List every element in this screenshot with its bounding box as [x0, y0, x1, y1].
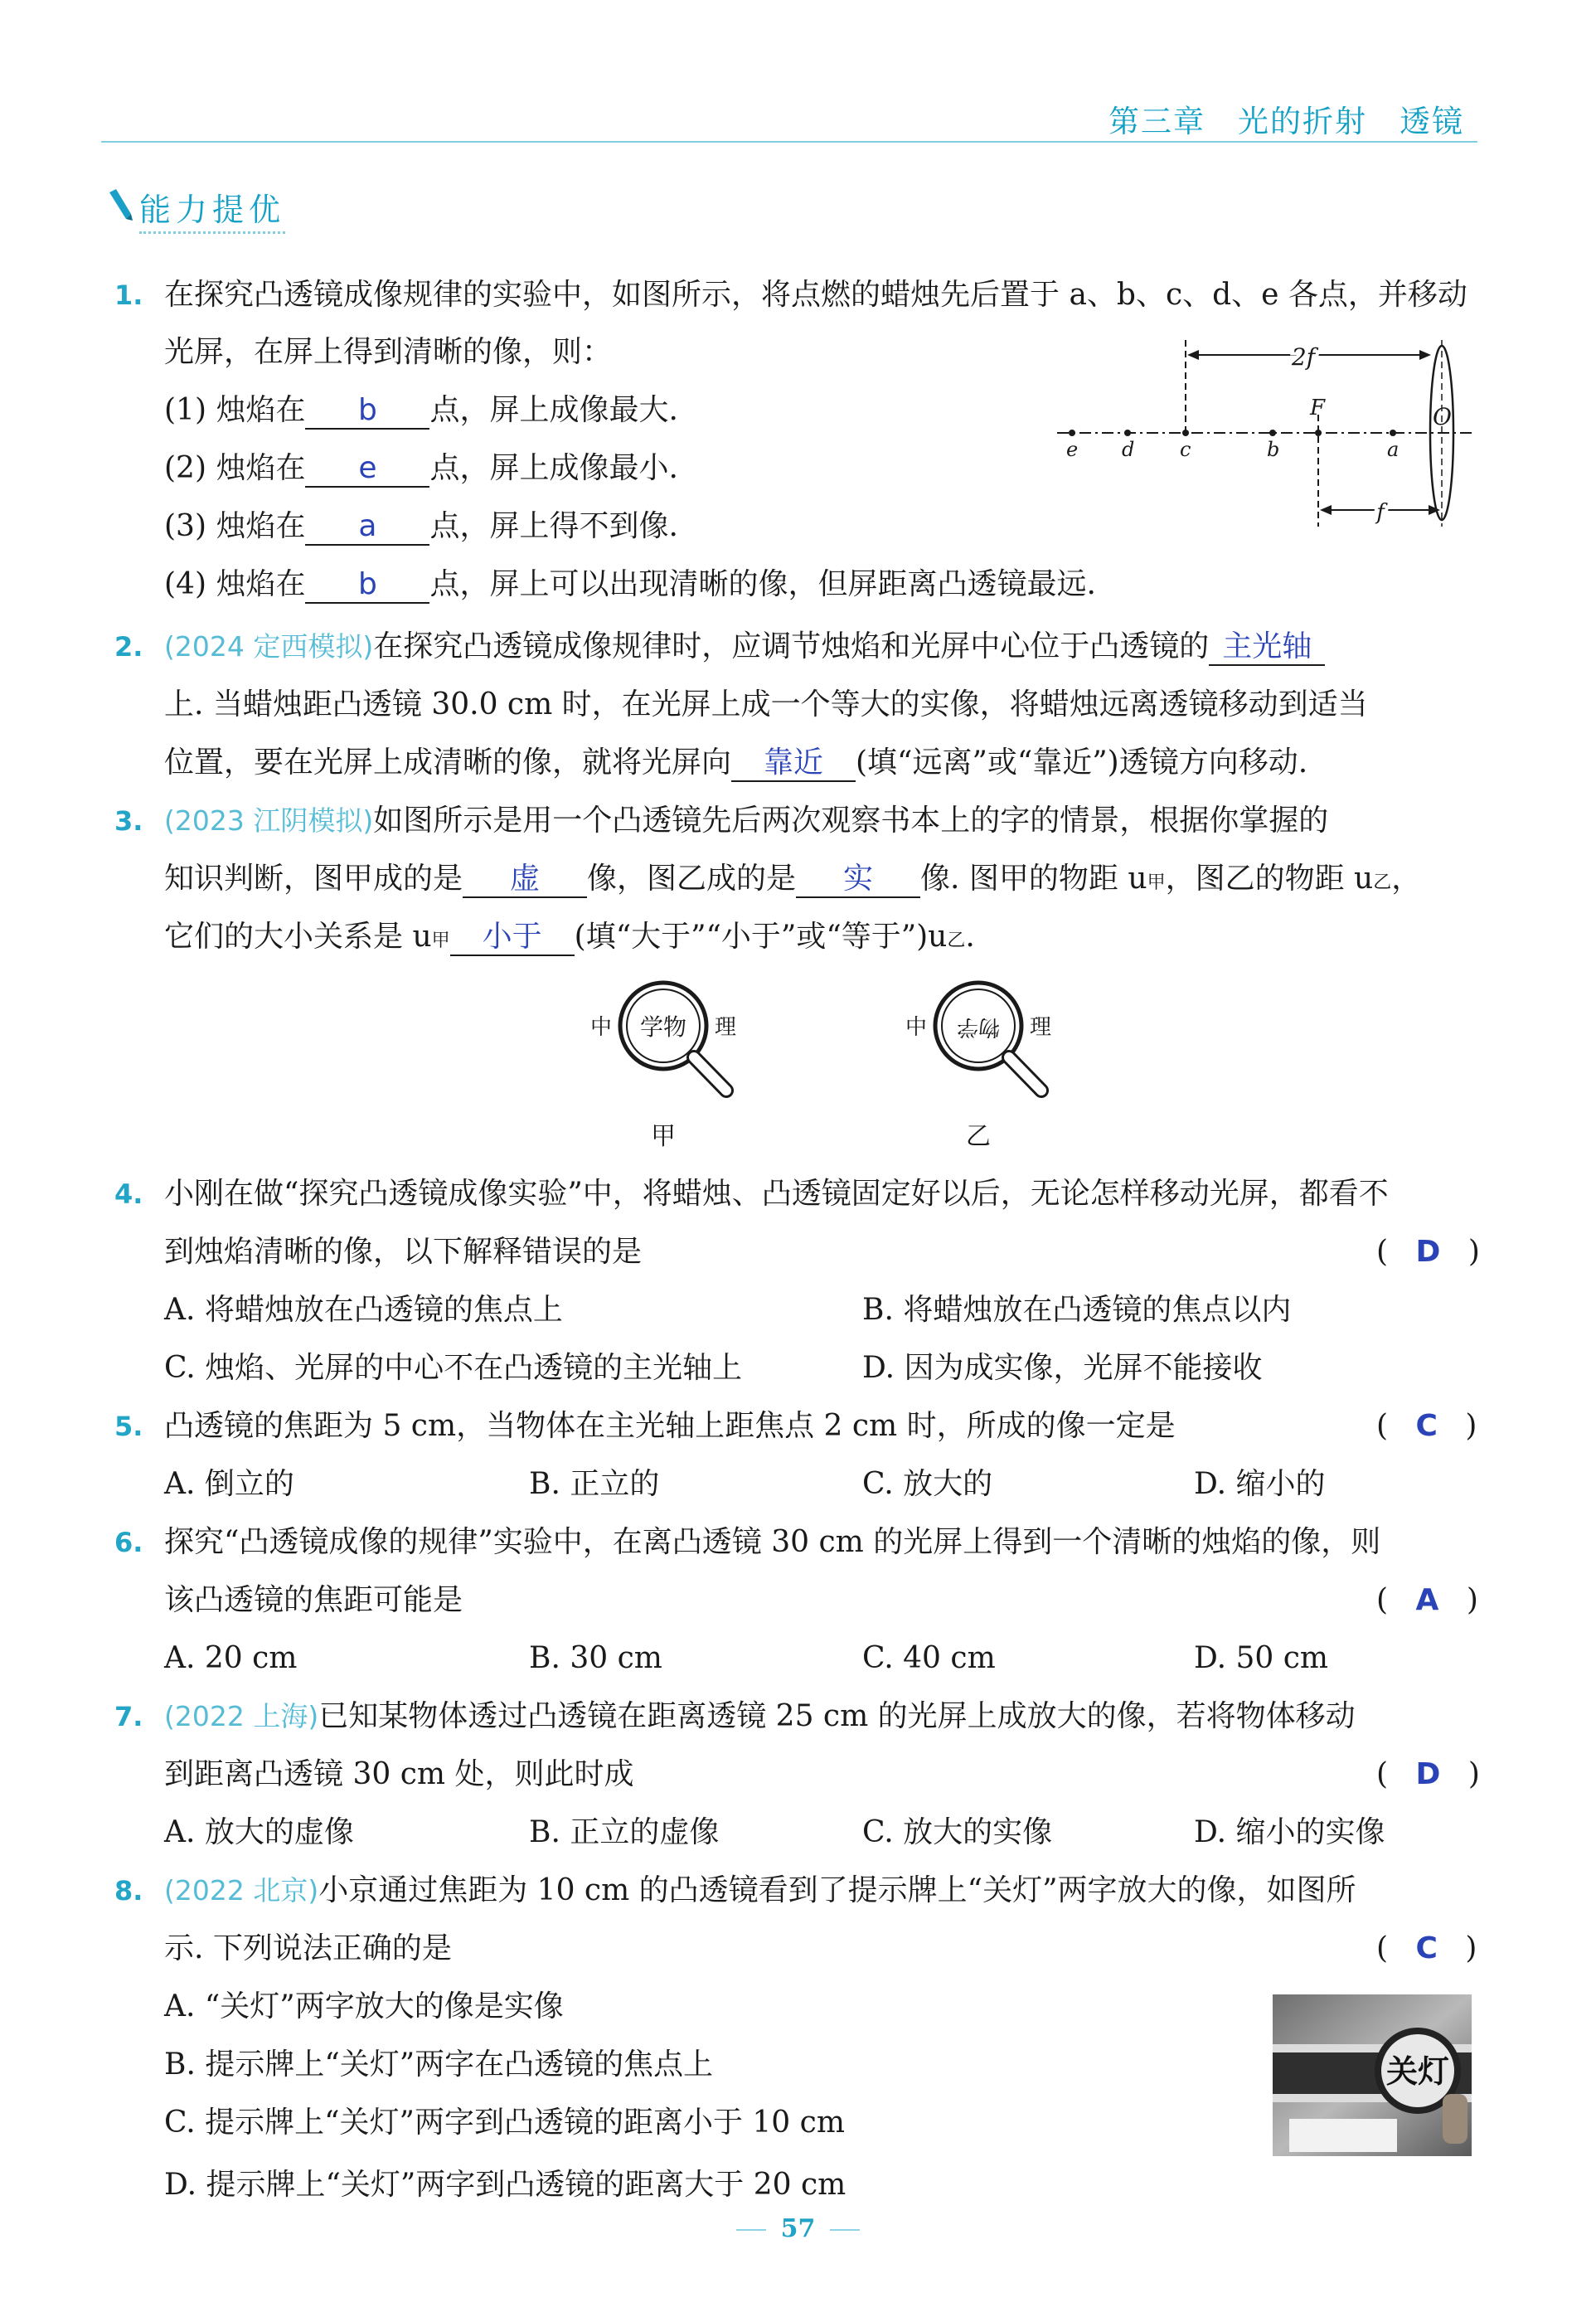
q8-number: 8.	[114, 1875, 143, 1907]
q4-answer[interactable]: D	[1415, 1235, 1441, 1269]
footer-dash-right	[830, 2229, 860, 2231]
q5-answer[interactable]: C	[1415, 1409, 1438, 1443]
pencil-icon	[106, 187, 134, 221]
q6-number: 6.	[114, 1527, 143, 1558]
q1-text-line2: 光屏，在屏上得到清晰的像，则：	[164, 335, 613, 369]
q1-item-3: (3) 烛焰在 a 点，屏上得不到像.	[164, 506, 678, 547]
jia-left-char: 中	[590, 1015, 613, 1040]
q4-option-b: B. 将蜡烛放在凸透镜的焦点以内	[862, 1293, 1292, 1327]
q6-option-a: A. 20 cm	[164, 1641, 298, 1675]
q2-line3: 位置，要在光屏上成清晰的像，就将光屏向 靠近 (填“远离”或“靠近”)透镜方向移动.	[164, 742, 1307, 784]
two-f-label: 2f	[1291, 343, 1316, 371]
magnifier-figure-jia	[580, 966, 746, 1099]
q4-answer-paren: ( D )	[1376, 1235, 1480, 1269]
f-label: f	[1376, 500, 1385, 525]
q4-number: 4.	[114, 1178, 143, 1210]
q8-answer-paren: ( C )	[1376, 1931, 1477, 1965]
q6-answer[interactable]: A	[1415, 1583, 1439, 1617]
q3-answer-2[interactable]: 实	[796, 862, 920, 898]
q1-text-line1: 在探究凸透镜成像规律的实验中，如图所示，将点燃的蜡烛先后置于 a、b、c、d、e 各点，并移动	[164, 278, 1467, 312]
q5-option-b: B. 正立的	[529, 1467, 660, 1501]
q8-option-a: A. “关灯”两字放大的像是实像	[164, 1989, 564, 2023]
q2-line2: 上. 当蜡烛距凸透镜 30.0 cm 时，在光屏上成一个等大的实像，将蜡烛远离透镜移动到适当	[164, 687, 1368, 721]
q1-item-4: (4) 烛焰在 b 点，屏上可以出现清晰的像，但屏距离凸透镜最远.	[164, 564, 1096, 605]
q3-answer-1[interactable]: 虚	[463, 862, 587, 898]
q2-answer-1[interactable]: 主光轴	[1209, 629, 1325, 666]
point-c	[1182, 430, 1189, 436]
q8-option-d: D. 提示牌上“关灯”两字到凸透镜的距离大于 20 cm	[164, 2168, 847, 2202]
q5-option-c: C. 放大的	[862, 1467, 993, 1501]
jia-magnified-text: 学物	[639, 1013, 687, 1041]
q1-number: 1.	[114, 279, 143, 311]
lens-center-label: O	[1433, 403, 1452, 430]
q3-number: 3.	[114, 805, 143, 837]
label-d: d	[1122, 438, 1135, 461]
q1-answer-3[interactable]: a	[305, 509, 429, 546]
q5-number: 5.	[114, 1411, 143, 1442]
chapter-title: 第三章 光的折射 透镜	[1108, 104, 1464, 139]
yi-left-char: 中	[905, 1015, 928, 1040]
q3-line2: 知识判断，图甲成的是 虚 像，图乙成的是 实 像. 图甲的物距 u甲，图乙的物距 u乙，	[164, 858, 1421, 904]
q1-answer-1[interactable]: b	[305, 393, 429, 430]
q5-line1: 凸透镜的焦距为 5 cm，当物体在主光轴上距焦点 2 cm 时，所成的像一定是	[164, 1409, 1176, 1443]
magnifier-figure-yi	[895, 966, 1061, 1099]
label-c: c	[1180, 438, 1191, 461]
figure-yi-label: 乙	[966, 1122, 991, 1151]
q8-line1: (2022 北京)小京通过焦距为 10 cm 的凸透镜看到了提示牌上“关灯”两字放大的像，如图所	[164, 1873, 1356, 1907]
point-F	[1315, 430, 1322, 436]
q1-item-2: (2) 烛焰在 e 点，屏上成像最小.	[164, 448, 678, 489]
q8-option-b: B. 提示牌上“关灯”两字在凸透镜的焦点上	[164, 2048, 714, 2082]
q8-option-c: C. 提示牌上“关灯”两字到凸透镜的距离小于 10 cm	[164, 2106, 845, 2140]
section-title: 能力提优	[139, 192, 285, 234]
q2-answer-2[interactable]: 靠近	[731, 746, 856, 782]
q7-number: 7.	[114, 1701, 143, 1732]
focus-label: F	[1310, 396, 1326, 420]
q5-answer-paren: ( C )	[1376, 1409, 1477, 1443]
yi-inverted-text: 物学	[956, 1014, 1001, 1039]
q7-line2: 到距离凸透镜 30 cm 处，则此时成	[164, 1757, 634, 1791]
point-d	[1124, 430, 1131, 436]
q7-source: (2022 上海)	[164, 1700, 319, 1732]
page-footer	[0, 2214, 1596, 2243]
q4-option-a: A. 将蜡烛放在凸透镜的焦点上	[164, 1293, 563, 1327]
q4-option-c: C. 烛焰、光屏的中心不在凸透镜的主光轴上	[164, 1351, 743, 1385]
point-a	[1390, 430, 1396, 436]
q7-line1: (2022 上海)已知某物体透过凸透镜在距离透镜 25 cm 的光屏上成放大的像，若将物体移动	[164, 1699, 1356, 1733]
q1-answer-2[interactable]: e	[305, 451, 429, 488]
q4-option-d: D. 因为成实像，光屏不能接收	[862, 1351, 1263, 1385]
q3-source: (2023 江阴模拟)	[164, 804, 374, 837]
q8-answer[interactable]: C	[1415, 1931, 1438, 1965]
label-b: b	[1267, 438, 1280, 461]
q6-answer-paren: ( A )	[1376, 1583, 1478, 1617]
photo-sign-text: 关灯	[1385, 2053, 1450, 2090]
q1-item-1: (1) 烛焰在 b 点，屏上成像最大.	[164, 390, 678, 431]
q7-answer-paren: ( D )	[1376, 1757, 1480, 1791]
section-heading	[106, 184, 285, 226]
page-number: 57	[780, 2214, 816, 2243]
label-e: e	[1066, 438, 1079, 461]
q8-line2: 示. 下列说法正确的是	[164, 1931, 452, 1965]
q3-answer-3[interactable]: 小于	[450, 920, 575, 956]
chapter-header	[101, 83, 1477, 143]
footer-dash-left	[736, 2229, 766, 2231]
q3-line1: (2023 江阴模拟)如图所示是用一个凸透镜先后两次观察书本上的字的情景，根据你掌握的	[164, 804, 1329, 838]
q1-answer-4[interactable]: b	[305, 567, 429, 604]
label-a: a	[1387, 438, 1400, 461]
q4-line2: 到烛焰清晰的像，以下解释错误的是	[164, 1235, 643, 1269]
q2-line1: (2024 定西模拟)在探究凸透镜成像规律时，应调节烛焰和光屏中心位于凸透镜的 主光轴	[164, 626, 1325, 668]
point-e	[1069, 430, 1075, 436]
q7-option-c: C. 放大的实像	[862, 1815, 1053, 1849]
q4-line1: 小刚在做“探究凸透镜成像实验”中，将蜡烛、凸透镜固定好以后，无论怎样移动光屏，都看不	[164, 1177, 1389, 1211]
q6-line1: 探究“凸透镜成像的规律”实验中，在离凸透镜 30 cm 的光屏上得到一个清晰的烛焰的像，则	[164, 1525, 1381, 1559]
q7-answer[interactable]: D	[1415, 1757, 1441, 1791]
q7-option-d: D. 缩小的实像	[1194, 1815, 1385, 1849]
q8-source: (2022 北京)	[164, 1874, 319, 1907]
q5-option-a: A. 倒立的	[164, 1467, 294, 1501]
point-b	[1269, 430, 1276, 436]
q6-option-c: C. 40 cm	[862, 1641, 996, 1675]
q2-source: (2024 定西模拟)	[164, 630, 374, 663]
q6-option-b: B. 30 cm	[529, 1641, 662, 1675]
yi-right-char: 理	[1030, 1015, 1052, 1040]
q5-option-d: D. 缩小的	[1194, 1467, 1326, 1501]
q2-number: 2.	[114, 631, 143, 663]
q6-option-d: D. 50 cm	[1194, 1641, 1329, 1675]
q7-option-b: B. 正立的虚像	[529, 1815, 720, 1849]
lens-diagram	[1036, 332, 1484, 531]
q3-line3: 它们的大小关系是 u甲 小于 (填“大于”“小于”或“等于”)u乙.	[164, 916, 975, 962]
jia-right-char: 理	[715, 1015, 737, 1040]
magnified-sign-photo	[1273, 1994, 1472, 2156]
q6-line2: 该凸透镜的焦距可能是	[164, 1583, 463, 1617]
q7-option-a: A. 放大的虚像	[164, 1815, 354, 1849]
figure-jia-label: 甲	[651, 1122, 676, 1151]
